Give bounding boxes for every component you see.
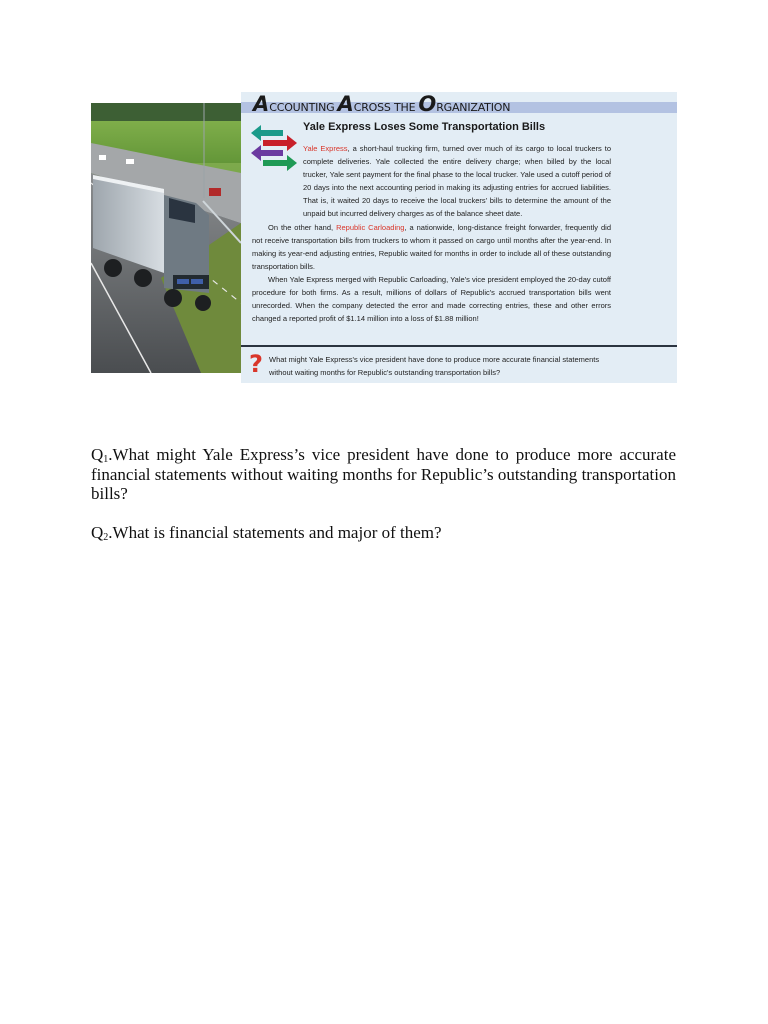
feature-paragraph-1 — [303, 142, 611, 221]
feature-body-text — [252, 142, 611, 325]
banner-initial: A — [337, 92, 354, 116]
paragraph-text: , a short-haul trucking firm, turned over much of its cargo to local truckers to complete deliveries. Yale collected the entire delivery charge; when billed by the local trucker, Yale sent payment for the final phase to the local trucker. Yale used a cutoff period of 20 days into the next accounting period in making its adjusting entries for accrued liabilities. That is, it waited 20 days to receive the local truckers' bills to determine the amount of the unpaid but incurred delivery charges as of the balance sheet date. — [303, 144, 611, 219]
question-label: Q — [91, 523, 104, 542]
banner-initial: A — [253, 92, 270, 116]
question-text: .What is financial statements and major of them? — [108, 523, 442, 542]
question-number: 1 — [103, 454, 109, 465]
banner-word: CROSS THE — [353, 101, 416, 114]
question-2 — [91, 523, 676, 543]
company-name-republic: Republic Carloading — [336, 222, 405, 232]
feature-banner-title — [253, 93, 510, 115]
feature-paragraph-3: When Yale Express merged with Republic Carloading, Yale's vice president employed the 20-day cutoff procedure for both firms. As a result, millions of dollars of Republic's accrued transportation bills went unrecorded. When the company detected the error and made correcting entries, these and other errors changed a reported profit of $1.14 million into a loss of $1.88 million! — [252, 274, 611, 324]
question-label: Q — [91, 445, 104, 464]
banner-initial: O — [418, 92, 437, 116]
question-text: .What might Yale Express’s vice president have done to produce more accurate financial statements without waiting months for Republic’s outstanding transportation bills? — [91, 445, 676, 503]
accounting-feature-figure — [91, 92, 677, 383]
paragraph-text: , a nationwide, long-distance freight forwarder, frequently did not receive transportation bills from truckers to whom it passed on cargo until months after the year-end. In making its year-end adjusting entries, Republic waited for months in order to include all of these outstanding transportation bills. — [252, 222, 611, 271]
banner-word: CCOUNTING — [269, 101, 335, 114]
truck-photo — [91, 103, 241, 373]
banner-word: RGANIZATION — [436, 101, 511, 114]
question-mark-icon: ? — [249, 350, 263, 378]
feature-box-title: Yale Express Loses Some Transportation Bills — [303, 121, 546, 133]
question-1 — [91, 445, 676, 504]
feature-question-text: What might Yale Express's vice president have done to produce more accurate financial statements without waiting months for Republic's outstanding transportation bills? — [269, 355, 600, 377]
feature-divider — [241, 345, 677, 347]
company-name-yale: Yale Express — [303, 144, 348, 153]
paragraph-text: On the other hand, — [268, 222, 337, 232]
feature-paragraph-2 — [252, 221, 611, 273]
question-number: 2 — [103, 532, 109, 543]
